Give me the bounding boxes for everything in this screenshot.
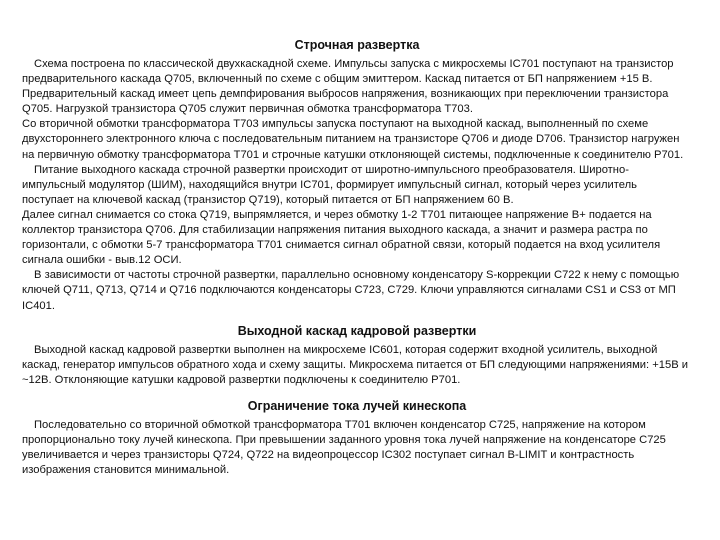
section-title: Выходной каскад кадровой развертки (237, 323, 477, 338)
section-title: Ограничение тока лучей кинескопа (247, 398, 467, 413)
section-vertical-output (22, 324, 692, 388)
paragraph: Последовательно со вторичной обмоткой трансформатора T701 включен конденсатор C725, напряжение на котором пропорционально току лучей кинескопа. При превышении заданного уровня тока лучей напряжение на конденсаторе C725 увеличивается и через транзисторы Q724, Q722 на видеопроцессор IC302 поступает сигнал B-LIMIT и контрастность изображения становится минимальной. (22, 418, 666, 477)
paragraph: Схема построена по классической двухкаскадной схеме. Импульсы запуска с микросхемы IC701 поступают на транзистор предварительного каскада Q705, включенный по схеме с общим эмиттером. Каскад питается от БП напряжением +15 В. Предварительный каскад имеет цепь демпфирования выбросов напряжения, возникающих при переключении транзистора Q705. Нагрузкой транзистора Q705 служит первичная обмотка трансформатора T703. (22, 58, 674, 116)
paragraph: Питание выходного каскада строчной развертки происходит от широтно-импульсного преобразователя. Широтно-импульсный модулятор (ШИМ), находящийся внутри IC701, формирует импульсный сигнал, который через усилитель поступает на ключевой каскад (транзистор Q719), который питается от БП напряжением 60 В. (22, 163, 638, 206)
document-page (22, 34, 692, 478)
paragraph: В зависимости от частоты строчной развертки, параллельно основному конденсатору S-коррекции C722 к нему с помощью ключей Q711, Q713, Q714 и Q716 подключаются конденсаторы C723, C729. Ключи управляются сигналами CS1 и CS3 от МП IC401. (22, 269, 680, 312)
section-beam-current-limit (22, 399, 692, 478)
paragraph: Со вторичной обмотки трансформатора T703 импульсы запуска поступают на выходной каскад, выполненный по схеме двухстороннего электронного ключа с последовательным питанием на транзисторе Q706 и диоде D706. Транзистор нагружен на первичную обмотку трансформатора T701 и строчные катушки отклоняющей системы, подключенные к соединителю P701. (22, 118, 684, 161)
section-horizontal-scan (22, 34, 692, 314)
paragraph: Далее сигнал снимается со стока Q719, выпрямляется, и через обмотку 1-2 T701 питающее напряжение В+ подается на коллектор транзистора Q706. Для стабилизации напряжения питания выходного каскада, а значит и размера растра по горизонтали, с обмотки 5-7 трансформатора T701 снимается сигнал обратной связи, который подается на вход усилителя сигнала ошибки - выв.12 ОСИ. (22, 208, 661, 267)
section-title: Строчная развертка (294, 38, 420, 52)
paragraph: Выходной каскад кадровой развертки выполнен на микросхеме IC601, которая содержит входной усилитель, выходной каскад, генератор импульсов обратного хода и схему защиты. Микросхема питается от БП следующими напряжениями: +15В и ~12В. Отклоняющие катушки кадровой развертки подключены к соединителю P701. (22, 343, 689, 386)
